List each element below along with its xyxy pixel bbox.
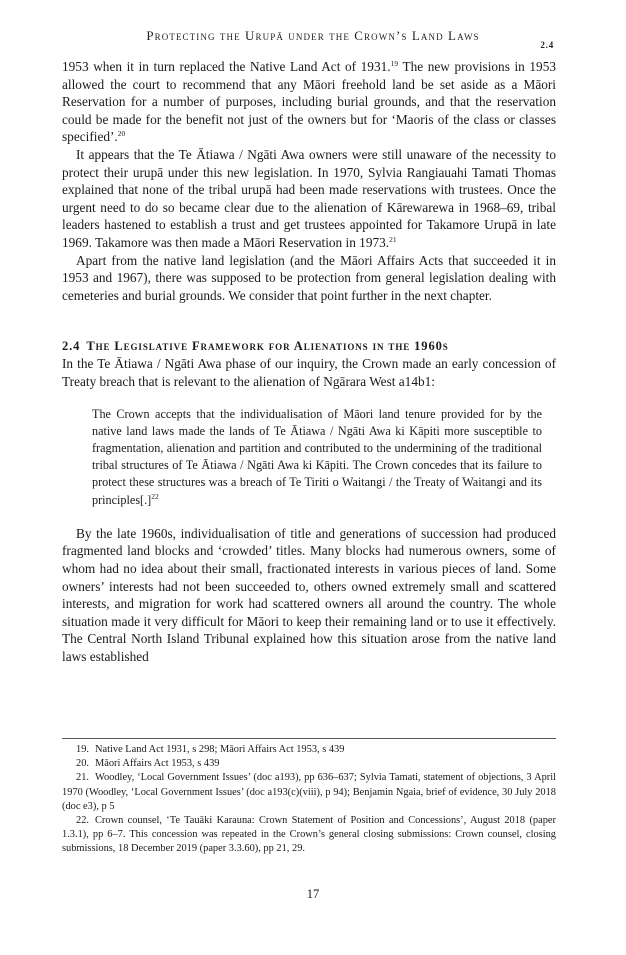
footnote-text: Native Land Act 1931, s 298; Māori Affairs Act 1953, s 439 [95,744,345,755]
paragraph: Apart from the native land legislation (and the Māori Affairs Acts that succeeded it in 1953 and 1967), there was supposed to be protection from general legislation dealing with cemeteries and burial grounds. We consider that point further in the next chapter. [62,252,556,303]
footnote-number: 21. [76,772,89,784]
running-section-number: 2.4 [540,40,554,50]
paragraph-text: The new provisions in 1953 allowed the court to recommend that any Māori freehold land be set aside as a Māori Reservation for a number of purposes, including burial grounds, and that the reservation could be made for the benefit not just of the owners but for ‘Maoris of the class or classes specified’. [62,59,556,145]
footnote [62,771,556,814]
footnote-number: 20. [76,758,89,770]
quote-body: The Crown accepts that the individualisation of Māori land tenure provided for by the native land laws made the lands of Te Ātiawa / Ngāti Awa ki Kāpiti more susceptible to fragmentation, alienation and partition and contributed to the undermining of the traditional tribal structures of Te Ātiawa / Ngāti Awa ki Kāpiti. The Crown concedes that its failure to protect these structures was a breach of Te Tiriti o Waitangi / the Treaty of Waitangi and its principles[.] [92,406,542,507]
footnote-ref[interactable]: 19 [390,59,399,68]
paragraph [62,58,556,146]
paragraph [62,146,556,252]
footnote [62,743,556,757]
running-head: Protecting the Urupā under the Crown’s Land Laws [146,28,480,43]
paragraph-text: It appears that the Te Ātiawa / Ngāti Awa owners were still unaware of the necessity to protect their urupā under this new legislation. In 1970, Sylvia Rangiauahi Tamati Thomas explained that none of the tribal urupā had been made reservations with trustees. Once the urgent need to do so became clear due to the alienation of Kārewarewa in 1968–69, tribal leaders hastened to establish a trust and get trustees appointed for Takamore Urupā in late 1969. Takamore was then made a Māori Reservation in 1973. [62,146,556,250]
body-text [62,58,556,665]
page-number: 17 [306,887,320,901]
paragraph: By the late 1960s, individualisation of title and generations of succession had produced fragmented land blocks and ‘crowded’ titles. Many blocks had numerous owners, some of whom had no idea about their small, fractionated interests in various pieces of land. Some owners’ interests had not been succeeded to, others owned extremely small and scattered interests, and migration for work had scattered owners all around the country. The whole situation made it very difficult for Māori to keep their remaining land or to use it effectively. The Central North Island Tribunal explained how this situation arose from the native land laws established [62,525,556,664]
footnote-text: Woodley, ‘Local Government Issues’ (doc a193), pp 636–637; Sylvia Tamati, statement of objections, 3 April 1970 (Woodley, ‘Local Government Issues’ (doc a193(c)(viii), p 94); Benjamin Ngaia, brief of evidence, 30 July 2018 (doc e3), p 5 [62,772,556,812]
footnotes [62,738,556,857]
footnote-text: Māori Affairs Act 1953, s 439 [95,758,220,770]
footnote [62,757,556,771]
section-heading-number: 2.4 [62,339,81,354]
quote-text [92,406,542,509]
footnote-ref[interactable]: 22 [151,491,159,501]
footnote-number: 22. [76,815,89,827]
block-quote [92,406,542,509]
section-heading-title: The Legislative Framework for Alienations in the 1960s [86,339,449,354]
footnote-ref[interactable]: 20 [117,129,126,139]
paragraph-text: 1953 when it in turn replaced the Native Land Act of 1931. [62,59,391,74]
paragraph: In the Te Ātiawa / Ngāti Awa phase of our inquiry, the Crown made an early concession of Treaty breach that is relevant to the alienation of Ngārara West a14b1: [62,356,556,389]
footnote [62,814,556,857]
section-heading [62,338,556,355]
footnote-number: 19. [76,744,89,755]
footnote-text: Crown counsel, ‘Te Tauāki Karauna: Crown Statement of Position and Concessions’, August 2018 (paper 1.3.1), pp 6–7. This concession was repeated in the Crown’s general closing submissions: Crown counsel, closing submissions, 18 December 2019 (paper 3.3.60), pp 21, 29. [62,815,556,855]
footnote-ref[interactable]: 21 [389,234,397,244]
